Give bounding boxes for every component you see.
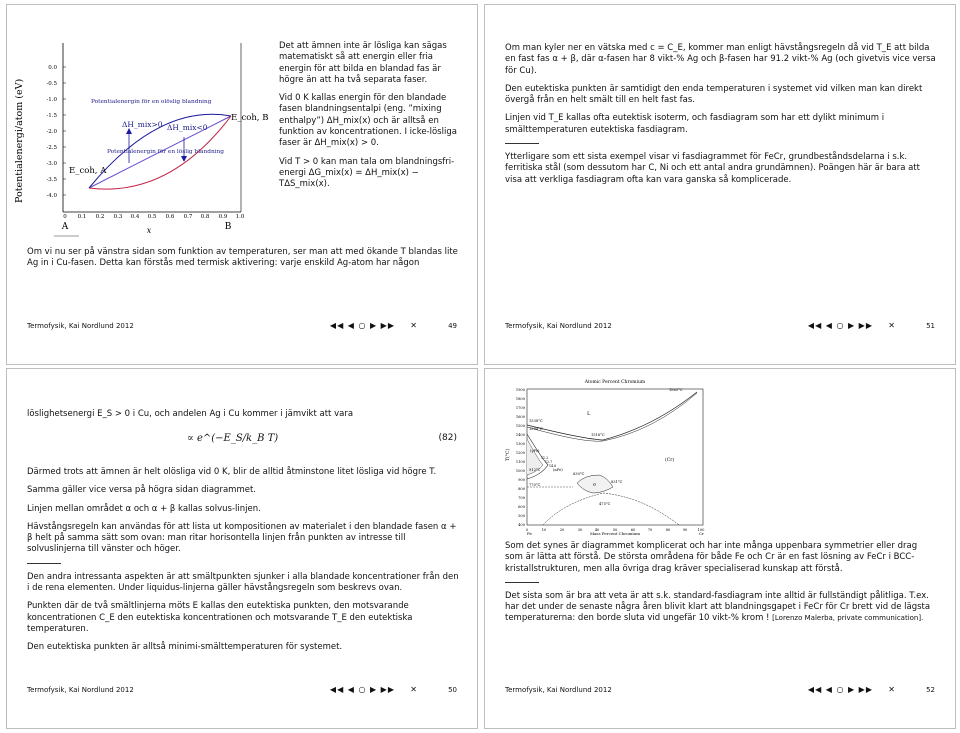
x-axis-label: Mass Percent Chromium [589, 531, 641, 536]
svg-text:-3.0: -3.0 [46, 161, 57, 167]
svg-text:40: 40 [594, 528, 600, 532]
bottom-paragraph: Om vi nu ser på vänstra sidan som funktion av temperaturen, ser man att med ökande T blandas lite Ag in i Cu-fasen. Detta kan förstås med termisk aktivering: varje enskild Ag-atom har någon [27, 247, 458, 269]
navigation-icons[interactable]: ◀◀ ◀ ○ ▶ ▶▶ [329, 321, 395, 330]
svg-text:-3.5: -3.5 [46, 177, 57, 183]
paragraph-1: Därmed trots att ämnen är helt olösliga vid 0 K, blir de alltid åtminstone litet lösliga vid högre T. [27, 467, 437, 477]
svg-text:0.4: 0.4 [130, 214, 140, 220]
footer-author: Termofysik, Kai Nordlund 2012 [27, 686, 134, 694]
label-gamma-fe: (γFe) [530, 449, 540, 453]
fecr-phase-diagram [503, 375, 703, 535]
paragraph-4: Ytterligare som ett sista exempel visar vi fasdiagrammet för FeCr, grundbeståndsdelarna i s.k. ferritiska stål (som dessutom har C, Ni och ett antal andra grundämnen). Poängen här är bara att visa att verkliga fasdiagram ofta kan vara ganska så komplicerade. [505, 152, 920, 185]
slide-52 [484, 368, 956, 729]
equation-body: ∝ e^(−E_S/k_B T) [187, 433, 279, 444]
paragraph-2 [505, 591, 937, 625]
label-mixed: Potentialenergin för en löslig blandning [107, 149, 224, 155]
svg-text:0: 0 [525, 528, 529, 532]
label-unmixed: Potentialenergin för en olöslig blandning [91, 99, 212, 105]
svg-text:500: 500 [518, 514, 525, 518]
svg-text:60: 60 [630, 528, 636, 532]
svg-text:1200: 1200 [515, 451, 525, 455]
svg-text:0.7: 0.7 [183, 214, 193, 220]
svg-text:-2.5: -2.5 [46, 145, 57, 151]
svg-text:800: 800 [518, 487, 525, 491]
paragraph-2: Samma gäller vice versa på högra sidan diagrammet. [27, 485, 256, 496]
svg-text:-4.0: -4.0 [46, 193, 57, 199]
svg-text:100: 100 [697, 528, 705, 532]
label-temp-1863: 1863°C [669, 388, 683, 392]
svg-text:0.5: 0.5 [147, 214, 157, 220]
citation: [Lorenzo Malerba, private communication]. [772, 614, 924, 623]
divider [505, 582, 539, 583]
paragraph-2-text: Det sista som är bra att veta är att s.k. standard-fasdiagram inte alltid är fullständigt pålitliga. T.ex. har det under de senaste några åren blivit klart att blandningsgapet i FeCr för Cr brett vid de lägsta temperaturerna: den borde sluta vid ungefär 10 vikt-% krom ! [505, 590, 931, 624]
label-temp-1516: 1516°C [591, 433, 605, 437]
label-cr-3: 14.6 [549, 464, 557, 468]
svg-text:1400: 1400 [515, 433, 525, 437]
x-axis-label: x [146, 226, 152, 235]
footer-author: Termofysik, Kai Nordlund 2012 [27, 322, 134, 330]
svg-text:-1.5: -1.5 [46, 113, 57, 119]
page-number: 49 [448, 322, 457, 330]
divider [27, 563, 61, 564]
label-temp-1394: 1394°C [529, 427, 543, 431]
slide-footer [505, 686, 935, 698]
svg-text:-2.0: -2.0 [46, 129, 57, 135]
svg-text:0.1: 0.1 [77, 214, 87, 220]
mixing-energy-figure [9, 33, 269, 263]
page-number: 50 [448, 686, 457, 694]
paragraph-5: Den andra intressanta aspekten är att smältpunkten sjunker i alla blandade koncentrationer från den i de rena elementen. Under liquidus-linjerna gäller hävstångsregeln som beskrevs ovan. [27, 571, 459, 594]
paragraph-3: Linjen vid T_E kallas ofta eutektisk isoterm, och fasdiagram som har ett dylikt minimum i smälttemperaturen eutektiska fasdiagram. [505, 113, 885, 135]
paragraph-4: Hävstångsregeln kan användas för att lista ut kompositionen av materialet i den blandade fasen α + β helt på samma sätt som ovan: man ritar horisontella linjen från punkten av intresse till solvuslinjerna till vänster och höger. [27, 521, 457, 555]
svg-text:30: 30 [577, 528, 583, 532]
slide-footer [505, 322, 935, 334]
paragraph-7: Den eutektiska punkten är alltså minimi-smälttemperaturen för systemet. [27, 642, 343, 653]
diagram-title: Atomic Percent Chromium [584, 380, 646, 385]
label-dh-positive: ΔH_mix>0 [122, 120, 163, 129]
label-temp-770: 770°C [529, 483, 541, 487]
svg-text:1300: 1300 [515, 442, 525, 446]
svg-text:1.0: 1.0 [235, 214, 245, 220]
y-axis-label: Potentialenergi/atom (eV) [14, 78, 25, 203]
svg-text:20: 20 [559, 528, 565, 532]
close-icon[interactable]: ✕ [888, 321, 895, 330]
close-icon[interactable]: ✕ [888, 685, 895, 694]
label-temp-831: 831°C [611, 480, 623, 484]
slide-footer [27, 686, 457, 698]
navigation-icons[interactable]: ◀◀ ◀ ○ ▶ ▶▶ [329, 685, 395, 694]
label-cr: Cr [699, 531, 704, 536]
x-right-end-label: B [224, 222, 232, 232]
svg-text:-0.5: -0.5 [46, 81, 57, 87]
label-sigma: σ [593, 483, 597, 488]
paragraph-2: Den eutektiska punkten är samtidigt den enda temperaturen i systemet vid vilken man kan direkt övergå från en helt smält till en helt fast fas. [505, 83, 923, 106]
right-column-paragraph-2: Vid 0 K kallas energin för den blandade fasen blandningsentalpi (eng. ”mixing enthalpy”) ΔH_mix(x) och är alltså en funktion av koncentrationen. I icke-lösliga faser är ΔH_mix(x) > 0. [279, 93, 457, 149]
equation-number: (82) [438, 433, 457, 443]
label-dh-negative: ΔH_mix<0 [167, 123, 208, 132]
svg-text:700: 700 [518, 496, 525, 500]
svg-text:90: 90 [682, 528, 688, 532]
label-temp-475: 475°C [599, 502, 611, 506]
svg-text:0.8: 0.8 [200, 214, 210, 220]
svg-text:0.9: 0.9 [218, 214, 228, 220]
svg-text:1000: 1000 [515, 469, 525, 473]
label-cr-phase: (Cr) [665, 458, 675, 463]
svg-text:900: 900 [518, 478, 525, 482]
slide-footer [27, 322, 457, 334]
svg-text:400: 400 [518, 523, 525, 527]
svg-text:1700: 1700 [515, 406, 525, 410]
equation [7, 433, 457, 449]
label-ecoh-b: E_coh, B [231, 113, 269, 123]
paragraph-6: Punkten där de två smältlinjerna möts E kallas den eutektiska punkten, den motsvarande koncentrationen C_E den eutektiska koncentrationen och motsvarande T_E den eutektiska temperaturen. [27, 601, 413, 634]
footer-author: Termofysik, Kai Nordlund 2012 [505, 322, 612, 330]
label-ecoh-a: E_coh, A [69, 166, 107, 176]
svg-text:10: 10 [541, 528, 547, 532]
label-cr-1: 11.2 [541, 456, 549, 460]
label-temp-912: 912°C [529, 468, 541, 472]
x-left-end-label: A [61, 222, 69, 232]
close-icon[interactable]: ✕ [410, 685, 417, 694]
navigation-icons[interactable]: ◀◀ ◀ ○ ▶ ▶▶ [807, 685, 873, 694]
svg-text:1800: 1800 [515, 397, 525, 401]
label-liquid: L [587, 411, 591, 417]
label-fe: Fe [527, 531, 532, 536]
slide-51 [484, 4, 956, 365]
y-axis-label: T(°C) [506, 448, 511, 461]
svg-text:0.6: 0.6 [165, 214, 175, 220]
svg-text:0.2: 0.2 [95, 214, 105, 220]
intro-paragraph: löslighetsenergi E_S > 0 i Cu, och andelen Ag i Cu kommer i jämvikt att vara [27, 409, 354, 419]
svg-text:1900: 1900 [515, 388, 525, 392]
label-temp-830: 830°C [573, 472, 585, 476]
svg-text:0.3: 0.3 [113, 214, 123, 220]
paragraph-1: Som det synes är diagrammet komplicerat och har inte många uppenbara symmetrier eller drag som är lätta att förstå. De största områdena för både Fe och Cr är en fast lösning av FeCr i BCC-kristallstrukturen, men alla övriga drag kräver specialiserad kunskap att förstå. [505, 541, 918, 574]
right-column-paragraph-1: Det att ämnen inte är lösliga kan sägas matematiskt så att energin eller fria energin för att bilda en blandad fas är högre än att ha två separata faser. [279, 41, 447, 85]
divider [505, 143, 539, 144]
svg-text:0.0: 0.0 [48, 65, 57, 71]
label-temp-1538: 1538°C [529, 419, 543, 423]
right-column-paragraph-3: Vid T > 0 kan man tala om blandningsfri-energi ΔG_mix(x) = ΔH_mix(x) − TΔS_mix(x). [279, 156, 455, 190]
slide-49 [6, 4, 478, 365]
y-ticks [46, 65, 57, 199]
svg-text:80: 80 [665, 528, 671, 532]
label-alpha-fe: (αFe) [553, 468, 563, 472]
page-number: 52 [926, 686, 935, 694]
svg-text:1500: 1500 [515, 424, 525, 428]
label-cr-2: 12.7 [545, 460, 553, 464]
svg-text:50: 50 [612, 528, 618, 532]
svg-text:600: 600 [518, 505, 525, 509]
page-number: 51 [926, 322, 935, 330]
svg-text:1600: 1600 [515, 415, 525, 419]
footer-author: Termofysik, Kai Nordlund 2012 [505, 686, 612, 694]
slide-50 [6, 368, 478, 729]
svg-text:0: 0 [63, 214, 67, 220]
paragraph-3: Linjen mellan området α och α + β kallas solvus-linjen. [27, 503, 261, 514]
close-icon[interactable]: ✕ [410, 321, 417, 330]
svg-text:-1.0: -1.0 [46, 97, 57, 103]
navigation-icons[interactable]: ◀◀ ◀ ○ ▶ ▶▶ [807, 321, 873, 330]
svg-text:70: 70 [647, 528, 653, 532]
paragraph-1: Om man kyler ner en vätska med c = C_E, kommer man enligt hävstångsregeln då vid T_E att bilda en fast fas α + β, där α-fasen har 8 vikt-% Ag och β-fasen har 91.2 vikt-% Ag (och givetvis vice versa för Cu). [505, 43, 936, 76]
x-ticks [63, 214, 245, 220]
svg-text:1100: 1100 [515, 460, 525, 464]
